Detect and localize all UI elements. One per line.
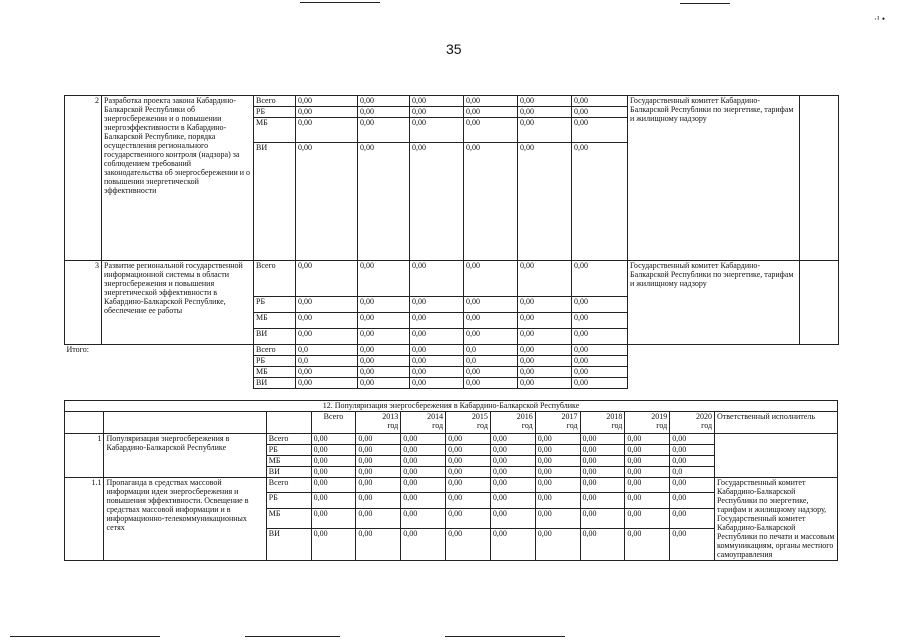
value-cell: 0,00 [358,143,410,261]
total-value: 0,00 [572,356,628,367]
value-cell: 0,00 [580,456,625,467]
total-value: 0,00 [464,367,518,378]
value-cell: 0,00 [464,118,518,143]
value-cell: 0,00 [535,467,580,478]
header-empty [104,412,266,434]
funding-source: ВИ [254,143,296,261]
empty-cell [800,261,839,345]
header-year [490,412,535,434]
total-value: 0,00 [358,356,410,367]
value-cell: 0,00 [296,329,358,345]
value-cell: 0,00 [670,509,715,529]
responsible-executor: Государственный комитет Кабардино-Балкарской Республики по энергетике, тарифам и жилищному надзору, Государственный комитет Кабардино-Балкарской Республики по печати и массовым коммуникациям, органы местного самоуправления [715,478,838,561]
table-row [65,261,839,297]
funding-source: Всего [254,96,296,107]
value-cell: 0,00 [490,478,535,493]
year-suffix: год [611,421,623,430]
empty-cell [628,345,839,389]
header-year [446,412,491,434]
value-cell: 0,00 [464,143,518,261]
table-row [65,96,839,107]
value-cell: 0,00 [410,297,464,313]
total-value: 0,00 [518,378,572,389]
value-cell: 0,00 [401,493,446,509]
value-cell: 0,00 [625,493,670,509]
value-cell: 0,00 [311,529,356,561]
total-value: 0,00 [572,345,628,356]
year-label: 2018 [606,412,623,421]
total-value: 0,00 [572,378,628,389]
funding-source: ВИ [266,467,311,478]
value-cell: 0,00 [572,329,628,345]
value-cell: 0,00 [518,297,572,313]
year-label: 2016 [516,412,533,421]
value-cell: 0,00 [580,493,625,509]
value-cell: 0,00 [625,456,670,467]
value-cell: 0,00 [464,297,518,313]
value-cell: 0,00 [535,493,580,509]
value-cell: 0,00 [358,107,410,118]
value-cell: 0,00 [490,509,535,529]
value-cell: 0,00 [410,96,464,107]
value-cell: 0,00 [401,467,446,478]
value-cell: 0,00 [580,467,625,478]
total-value: 0,0 [464,356,518,367]
total-value: 0,00 [410,378,464,389]
value-cell: 0,00 [490,467,535,478]
value-cell: 0,00 [580,529,625,561]
total-value: 0,00 [464,378,518,389]
value-cell: 0,00 [625,478,670,493]
year-suffix: год [566,421,578,430]
value-cell: 0,00 [410,329,464,345]
value-cell: 0,00 [356,445,401,456]
value-cell: 0,00 [296,261,358,297]
value-cell: 0,00 [464,261,518,297]
value-cell: 0,00 [670,434,715,445]
value-cell: 0,00 [535,529,580,561]
scan-rule-top [300,2,380,3]
value-cell: 0,00 [356,478,401,493]
row-number: 1 [65,434,104,478]
scan-rule-top [680,3,730,4]
total-value: 0,00 [518,356,572,367]
page-number: 35 [446,41,462,57]
value-cell: 0,00 [401,445,446,456]
total-value: 0,00 [518,345,572,356]
value-cell: 0,00 [311,478,356,493]
scan-rule-bottom [245,636,340,637]
value-cell: 0,00 [572,107,628,118]
value-cell: 0,00 [518,107,572,118]
total-value: 0,00 [358,345,410,356]
value-cell: 0,00 [446,529,491,561]
measure-title: Разработка проекта закона Кабардино-Балкарской Республики об энергосбережении и о повышении энергоэффективности в Кабардино-Балкарской Республике, порядка осуществления регионального государственного контроля (надзора) за соблюдением требований законодательства об энергосбережении и о повышении энергетической эффективности [102,96,254,261]
value-cell: 0,00 [296,143,358,261]
year-suffix: год [387,421,399,430]
value-cell: 0,00 [670,456,715,467]
value-cell: 0,00 [535,445,580,456]
header-empty [266,412,311,434]
value-cell: 0,00 [446,478,491,493]
value-cell: 0,00 [311,493,356,509]
value-cell: 0,00 [625,445,670,456]
year-label: 2019 [651,412,668,421]
funding-source: ВИ [254,329,296,345]
responsible-executor: Государственный комитет Кабардино-Балкарской Республики по энергетике, тарифам и жилищному надзору [628,96,800,261]
value-cell: 0,00 [401,509,446,529]
total-value: 0,00 [410,356,464,367]
value-cell: 0,00 [625,509,670,529]
funding-source: Всего [254,261,296,297]
value-cell: 0,00 [518,261,572,297]
value-cell: 0,00 [356,509,401,529]
value-cell: 0,00 [358,96,410,107]
funding-source: РБ [266,493,311,509]
measure-title: Развитие региональной государственной информационной системы в области энергосбережения и повышения энергетической эффективности в Кабардино-Балкарской Республике, обеспечение ее работы [102,261,254,345]
row-number: 3 [65,261,102,345]
value-cell: 0,00 [311,445,356,456]
value-cell: 0,00 [670,478,715,493]
value-cell: 0,00 [296,118,358,143]
total-value: 0,00 [358,378,410,389]
value-cell: 0,00 [572,143,628,261]
row-number: 2 [65,96,102,261]
value-cell: 0,00 [356,456,401,467]
value-cell: 0,00 [401,456,446,467]
header-year [580,412,625,434]
value-cell: 0,00 [401,434,446,445]
year-suffix: год [701,421,713,430]
year-suffix: год [432,421,444,430]
value-cell: 0,00 [358,329,410,345]
value-cell: 0,00 [410,107,464,118]
value-cell: 0,00 [580,434,625,445]
scan-rule-bottom [10,636,160,637]
value-cell: 0,00 [311,509,356,529]
total-value: 0,00 [410,367,464,378]
funding-source: МБ [254,313,296,329]
responsible-executor: Государственный комитет Кабардино-Балкарской Республики по энергетике, тарифам и жилищному надзору [628,261,800,345]
table-row [65,478,838,493]
funding-source: РБ [266,445,311,456]
table-row [65,434,838,445]
year-label: 2013 [382,412,399,421]
value-cell: 0,00 [296,313,358,329]
value-cell: 0,00 [572,313,628,329]
value-cell: 0,00 [518,96,572,107]
value-cell: 0,00 [311,456,356,467]
funding-source: МБ [254,118,296,143]
value-cell: 0,0 [670,467,715,478]
value-cell: 0,00 [446,445,491,456]
total-value: 0,0 [296,356,358,367]
value-cell: 0,00 [311,467,356,478]
value-cell: 0,00 [358,261,410,297]
value-cell: 0,00 [464,329,518,345]
value-cell: 0,00 [572,118,628,143]
value-cell: 0,00 [518,118,572,143]
measures-table [64,95,839,389]
value-cell: 0,00 [670,529,715,561]
year-label: 2014 [427,412,444,421]
funding-source: Всего [266,434,311,445]
value-cell: 0,00 [410,261,464,297]
header-year [535,412,580,434]
value-cell: 0,00 [572,261,628,297]
value-cell: 0,00 [535,509,580,529]
total-row [65,345,839,356]
value-cell: 0,00 [446,493,491,509]
value-cell: 0,00 [356,434,401,445]
value-cell: 0,00 [401,529,446,561]
funding-source: МБ [266,456,311,467]
year-suffix: год [656,421,668,430]
value-cell: 0,00 [358,297,410,313]
section-title: 12. Популяризация энергосбережения в Кабардино-Балкарской Республике [65,401,838,412]
value-cell: 0,00 [535,456,580,467]
value-cell: 0,00 [490,529,535,561]
value-cell: 0,00 [296,107,358,118]
value-cell: 0,00 [490,456,535,467]
header-year [401,412,446,434]
value-cell: 0,00 [580,478,625,493]
value-cell: 0,00 [446,509,491,529]
value-cell: 0,00 [446,456,491,467]
value-cell: 0,00 [356,529,401,561]
value-cell: 0,00 [410,143,464,261]
header-responsible: Ответственный исполнитель [715,412,838,434]
year-label: 2020 [696,412,713,421]
funding-source: ВИ [254,378,296,389]
value-cell: 0,00 [518,143,572,261]
year-label: 2017 [561,412,578,421]
value-cell: 0,00 [464,313,518,329]
header-empty [65,412,104,434]
funding-source: РБ [254,297,296,313]
value-cell: 0,00 [296,297,358,313]
total-value: 0,00 [296,378,358,389]
total-value: 0,00 [358,367,410,378]
value-cell: 0,00 [580,445,625,456]
year-label: 2015 [471,412,488,421]
value-cell: 0,00 [518,329,572,345]
value-cell: 0,00 [446,434,491,445]
value-cell: 0,00 [625,434,670,445]
value-cell: 0,00 [356,467,401,478]
value-cell: 0,00 [490,445,535,456]
value-cell: 0,00 [311,434,356,445]
header-year [625,412,670,434]
total-value: 0,0 [464,345,518,356]
value-cell: 0,00 [358,118,410,143]
total-value: 0,00 [296,367,358,378]
responsible-executor [715,434,838,478]
popularization-table [64,400,838,561]
value-cell: 0,00 [464,107,518,118]
empty-cell [800,96,839,261]
funding-source: ВИ [266,529,311,561]
total-value: 0,00 [410,345,464,356]
funding-source: Всего [254,345,296,356]
funding-source: РБ [254,107,296,118]
value-cell: 0,00 [535,478,580,493]
funding-source: Всего [266,478,311,493]
total-value: 0,00 [518,367,572,378]
value-cell: 0,00 [625,529,670,561]
header-year [670,412,715,434]
value-cell: 0,00 [446,467,491,478]
measure-title: Популяризация энергосбережения в Кабардино-Балкарской Республике [104,434,266,478]
value-cell: 0,00 [670,445,715,456]
value-cell: 0,00 [580,509,625,529]
value-cell: 0,00 [572,96,628,107]
corner-marks: ·¹ • [873,14,885,24]
year-suffix: год [521,421,533,430]
funding-source: РБ [254,356,296,367]
value-cell: 0,00 [464,96,518,107]
funding-source: МБ [254,367,296,378]
total-value: 0,00 [572,367,628,378]
value-cell: 0,00 [490,434,535,445]
value-cell: 0,00 [401,478,446,493]
header-year [356,412,401,434]
measure-title: Пропаганда в средствах массовой информации идеи энергосбережения и повышения эффективности. Освещение в средствах массовой информации и в информационно-телекоммуникационных сетях [104,478,266,561]
value-cell: 0,00 [358,313,410,329]
value-cell: 0,00 [356,493,401,509]
value-cell: 0,00 [410,313,464,329]
value-cell: 0,00 [535,434,580,445]
funding-source: МБ [266,509,311,529]
value-cell: 0,00 [572,297,628,313]
value-cell: 0,00 [625,467,670,478]
value-cell: 0,00 [296,96,358,107]
value-cell: 0,00 [670,493,715,509]
value-cell: 0,00 [410,118,464,143]
total-label: Итого: [66,345,89,354]
scan-rule-bottom [445,636,565,637]
header-total: Всего [311,412,356,434]
row-number: 1.1 [65,478,104,561]
year-suffix: год [476,421,488,430]
value-cell: 0,00 [490,493,535,509]
total-value: 0,0 [296,345,358,356]
value-cell: 0,00 [518,313,572,329]
